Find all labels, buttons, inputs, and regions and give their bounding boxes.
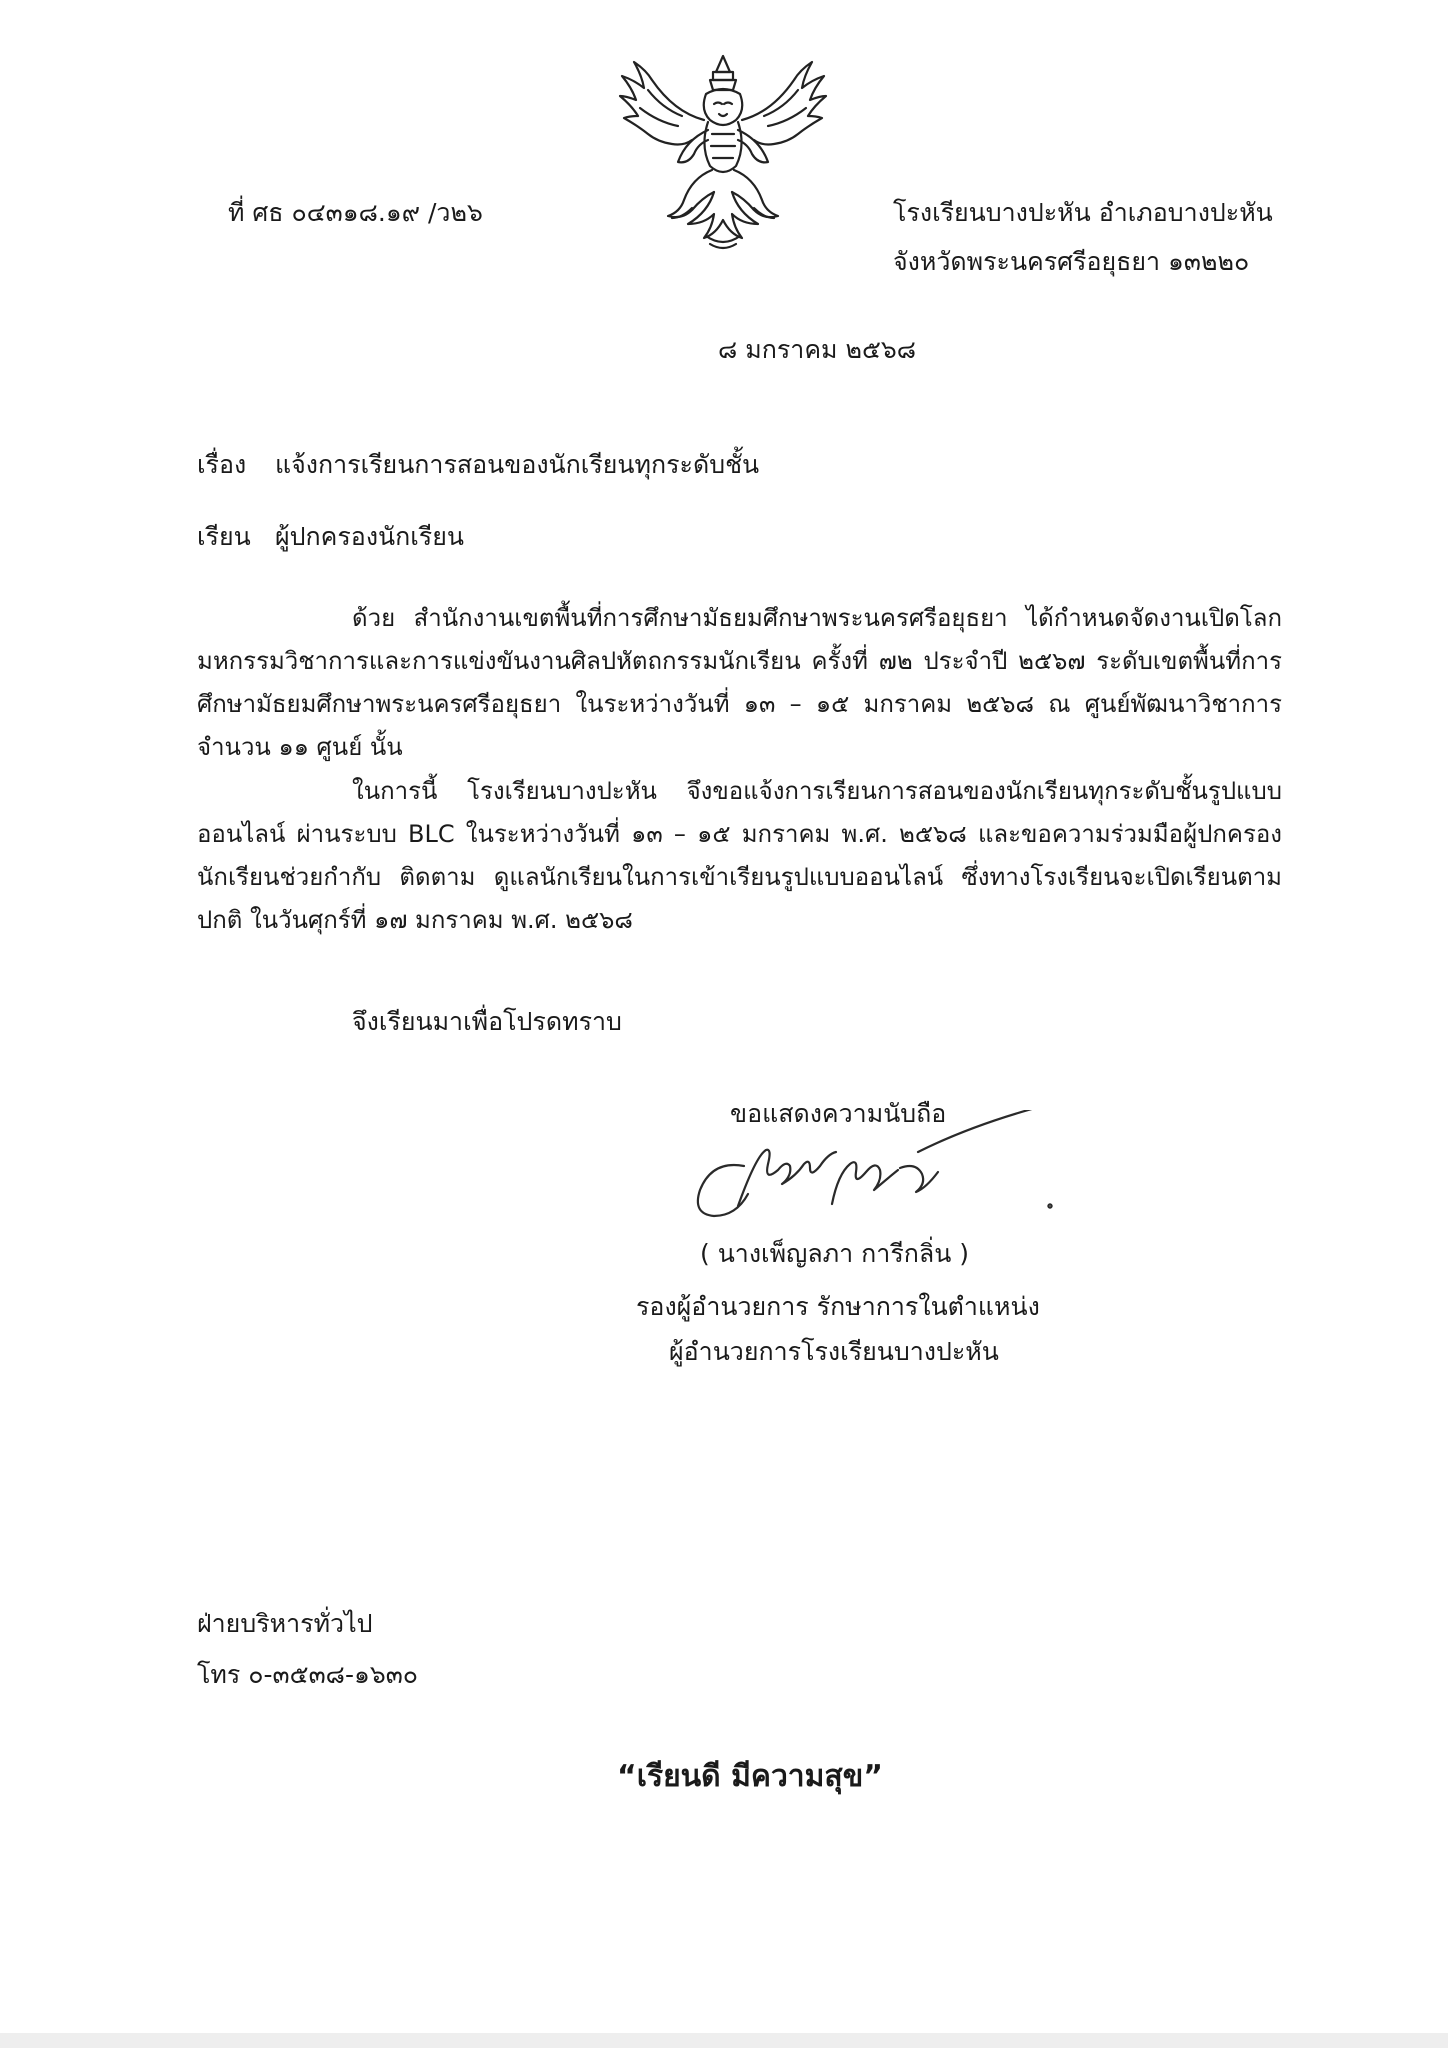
scan-edge [0, 2033, 1448, 2048]
reference-number: ที่ ศธ ๐๔๓๑๘.๑๙ /ว๒๖ [228, 198, 483, 227]
sender-address-line1: โรงเรียนบางปะหัน อำเภอบางปะหัน [893, 198, 1273, 227]
garuda-emblem-icon [618, 50, 828, 260]
handwritten-signature [682, 1110, 1062, 1250]
letter-body [197, 597, 1282, 942]
signatory-position-line1: รองผู้อำนวยการ รักษาการในตำแหน่ง [636, 1292, 1040, 1321]
recipient-label: เรียน [197, 522, 251, 551]
subject-line [197, 448, 759, 482]
subject-label: เรื่อง [197, 450, 247, 479]
body-paragraph-1: ด้วย สำนักงานเขตพื้นที่การศึกษามัธยมศึกษาพระนครศรีอยุธยา ได้กำหนดจัดงานเปิดโลกมหกรรมวิชาการและการแข่งขันงานศิลปหัตถกรรมนักเรียน ครั้งที่ ๗๒ ประจำปี ๒๕๖๗ ระดับเขตพื้นที่การศึกษามัธยมศึกษาพระนครศรีอยุธยา ในระหว่างวันที่ ๑๓ – ๑๕ มกราคม ๒๕๖๘ ณ ศูนย์พัฒนาวิชาการ จำนวน ๑๑ ศูนย์ นั้น [197, 604, 1282, 761]
subject-text: แจ้งการเรียนการสอนของนักเรียนทุกระดับชั้น [275, 450, 760, 479]
letter-date: ๘ มกราคม ๒๕๖๘ [718, 335, 917, 364]
signatory-position-line2: ผู้อำนวยการโรงเรียนบางปะหัน [669, 1337, 999, 1366]
school-motto: “เรียนดี มีความสุข” [617, 1759, 883, 1794]
recipient-text: ผู้ปกครองนักเรียน [275, 522, 464, 551]
closing-line: จึงเรียนมาเพื่อโปรดทราบ [352, 1007, 622, 1036]
regards-line: ขอแสดงความนับถือ [730, 1099, 947, 1128]
signatory-name: ( นางเพ็ญลภา การีกลิ่น ) [700, 1239, 969, 1268]
department-name: ฝ่ายบริหารทั่วไป [197, 1609, 373, 1638]
phone-number: โทร ๐-๓๕๓๘-๑๖๓๐ [197, 1660, 419, 1689]
recipient-line [197, 520, 464, 554]
sender-address-line2: จังหวัดพระนครศรีอยุธยา ๑๓๒๒๐ [893, 247, 1250, 276]
body-paragraph-2: ในการนี้ โรงเรียนบางปะหัน จึงขอแจ้งการเรียนการสอนของนักเรียนทุกระดับชั้นรูปแบบออนไลน์ ผ่านระบบ BLC ในระหว่างวันที่ ๑๓ – ๑๕ มกราคม พ.ศ. ๒๕๖๘ และขอความร่วมมือผู้ปกครองนักเรียนช่วยกำกับ ติดตาม ดูแลนักเรียนในการเข้าเรียนรูปแบบออนไลน์ ซึ่งทางโรงเรียนจะเปิดเรียนตามปกติ ในวันศุกร์ที่ ๑๗ มกราคม พ.ศ. ๒๕๖๘ [197, 777, 1282, 934]
